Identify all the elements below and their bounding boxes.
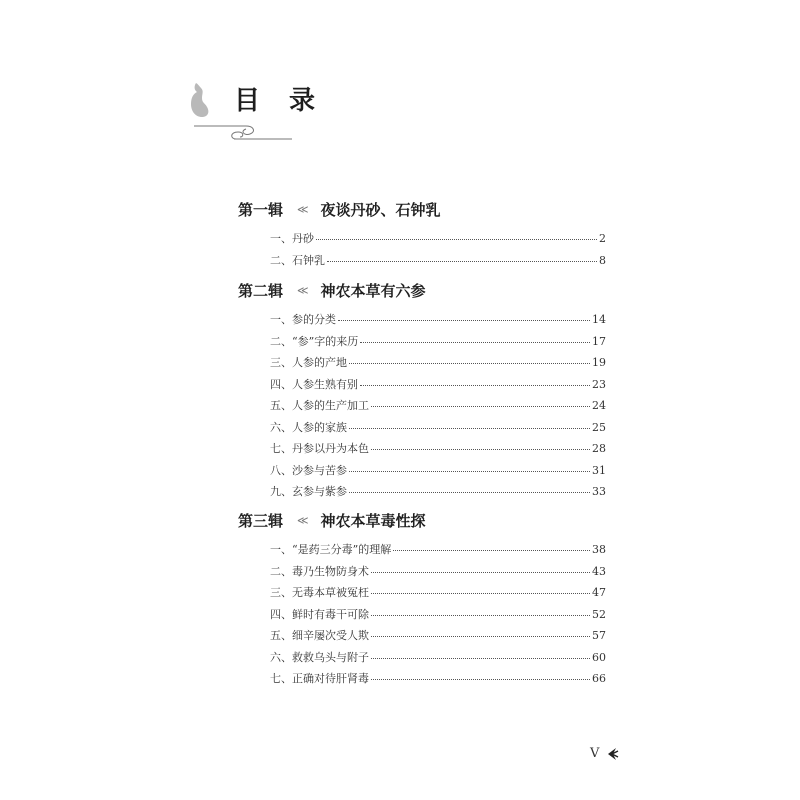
entry-label: 五、人参的生产加工	[270, 399, 369, 412]
entry-page: 28	[592, 442, 606, 455]
entry-page: 2	[599, 232, 606, 245]
dot-leader	[371, 658, 590, 659]
entry-label: 八、沙参与苦参	[270, 464, 347, 477]
entry-label: 三、无毒本草被冤枉	[270, 586, 369, 599]
toc-entry[interactable]	[270, 584, 606, 600]
entry-page: 38	[592, 543, 606, 556]
entry-label: 一、参的分类	[270, 313, 336, 326]
toc-header	[190, 78, 326, 148]
entry-page: 33	[592, 485, 606, 498]
toc-entry[interactable]	[270, 649, 606, 665]
section-name: 神农本草有六参	[320, 282, 426, 300]
entry-page: 14	[592, 313, 606, 326]
toc-entry[interactable]	[270, 541, 606, 557]
section-label: 第一辑	[238, 201, 284, 219]
entry-page: 17	[592, 335, 606, 348]
entry-label: 四、鲜时有毒干可除	[270, 608, 369, 621]
toc-entry[interactable]	[270, 462, 606, 478]
dot-leader	[371, 615, 590, 616]
cloud-flourish-icon	[194, 120, 294, 142]
entry-label: 七、正确对待肝肾毒	[270, 672, 369, 685]
dot-leader	[371, 449, 590, 450]
dot-leader	[371, 679, 590, 680]
toc-entry[interactable]	[270, 419, 606, 435]
section-name: 神农本草毒性探	[320, 512, 426, 530]
section-separator: ≪	[297, 284, 309, 297]
entry-label: 二、“参”字的来历	[270, 335, 359, 348]
dot-leader	[316, 239, 597, 240]
toc-entry[interactable]	[270, 440, 606, 456]
entry-page: 31	[592, 464, 606, 477]
page-number: V	[590, 746, 600, 761]
entry-page: 66	[592, 672, 606, 685]
section-separator: ≪	[297, 514, 309, 527]
entry-label: 九、玄参与紫参	[270, 485, 347, 498]
entry-label: 二、石钟乳	[270, 254, 325, 267]
section-heading	[238, 280, 426, 301]
dot-leader	[371, 593, 590, 594]
entry-page: 25	[592, 421, 606, 434]
toc-entry[interactable]	[270, 252, 606, 268]
entry-page: 47	[592, 586, 606, 599]
toc-entry[interactable]	[270, 230, 606, 246]
dot-leader	[327, 261, 597, 262]
entry-label: 四、人参生熟有别	[270, 378, 358, 391]
entry-page: 19	[592, 356, 606, 369]
dot-leader	[338, 320, 590, 321]
gourd-icon	[190, 82, 210, 118]
entry-label: 六、人参的家族	[270, 421, 347, 434]
dot-leader	[349, 363, 590, 364]
section-heading	[238, 510, 426, 531]
dot-leader	[349, 428, 590, 429]
entry-page: 23	[592, 378, 606, 391]
toc-entry[interactable]	[270, 670, 606, 686]
toc-entry[interactable]	[270, 606, 606, 622]
section-separator: ≪	[297, 203, 309, 216]
section-label: 第二辑	[238, 282, 284, 300]
entry-label: 五、细辛屡次受人欺	[270, 629, 369, 642]
toc-entry[interactable]	[270, 376, 606, 392]
toc-entry[interactable]	[270, 333, 606, 349]
dot-leader	[360, 342, 590, 343]
toc-entry[interactable]	[270, 627, 606, 643]
entry-label: 六、救救乌头与附子	[270, 651, 369, 664]
page-title: 目 录	[234, 86, 326, 116]
section-name: 夜谈丹砂、石钟乳	[320, 201, 441, 219]
entry-label: 二、毒乃生物防身术	[270, 565, 369, 578]
page-footer	[590, 746, 619, 761]
entry-label: 三、人参的产地	[270, 356, 347, 369]
toc-entry[interactable]	[270, 354, 606, 370]
section-label: 第三辑	[238, 512, 284, 530]
dot-leader	[393, 550, 590, 551]
entry-page: 24	[592, 399, 606, 412]
arrow-left-icon	[605, 747, 619, 761]
dot-leader	[371, 406, 590, 407]
entry-label: 一、丹砂	[270, 232, 314, 245]
toc-entry[interactable]	[270, 397, 606, 413]
entry-page: 52	[592, 608, 606, 621]
toc-entry[interactable]	[270, 311, 606, 327]
entry-page: 60	[592, 651, 606, 664]
dot-leader	[349, 492, 590, 493]
entry-label: 七、丹参以丹为本色	[270, 442, 369, 455]
dot-leader	[371, 572, 590, 573]
section-heading	[238, 199, 441, 220]
dot-leader	[360, 385, 590, 386]
entry-label: 一、“是药三分毒”的理解	[270, 543, 392, 556]
entry-page: 57	[592, 629, 606, 642]
dot-leader	[349, 471, 590, 472]
entry-page: 43	[592, 565, 606, 578]
toc-entry[interactable]	[270, 563, 606, 579]
dot-leader	[371, 636, 590, 637]
entry-page: 8	[599, 254, 606, 267]
toc-entry[interactable]	[270, 483, 606, 499]
